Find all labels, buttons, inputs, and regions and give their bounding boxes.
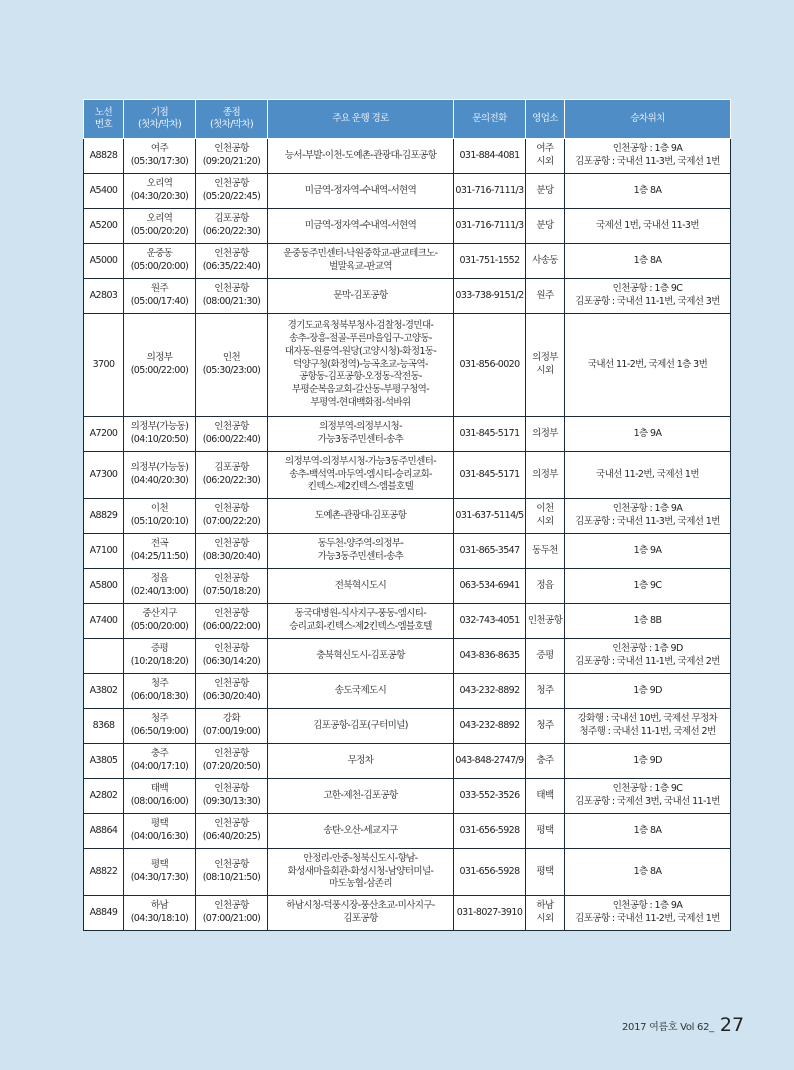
boarding-location-cell: 인천공항 : 1층 9D 김포공항 : 국내선 11-1번, 국제선 2번 <box>565 639 731 674</box>
boarding-location-cell: 1층 8A <box>565 849 731 896</box>
destination-cell: 인천공항 (09:30/13:30) <box>196 779 268 814</box>
table-row <box>84 896 731 931</box>
destination-cell: 인천공항 (08:00/21:30) <box>196 279 268 314</box>
phone-cell: 043-232-8892 <box>454 709 526 744</box>
destination-cell: 인천공항 (06:30/14:20) <box>196 639 268 674</box>
destination-cell: 인천공항 (05:20/22:45) <box>196 174 268 209</box>
origin-cell: 청주 (06:50/19:00) <box>124 709 196 744</box>
boarding-location-cell: 1층 9D <box>565 744 731 779</box>
table-row <box>84 314 731 417</box>
route-path-cell: 문막-김포공항 <box>268 279 454 314</box>
route-number-cell: A5400 <box>84 174 124 209</box>
table-row <box>84 849 731 896</box>
header-destination: 종점 (첫차/막차) <box>196 100 268 139</box>
destination-cell: 인천공항 (06:35/22:40) <box>196 244 268 279</box>
route-path-cell: 능서-부발-이천-도예촌-관광대-김포공항 <box>268 139 454 174</box>
header-phone: 문의전화 <box>454 100 526 139</box>
office-cell: 의정부 <box>526 417 565 452</box>
table-row <box>84 709 731 744</box>
route-number-cell: A2802 <box>84 779 124 814</box>
origin-cell: 평택 (04:30/17:30) <box>124 849 196 896</box>
origin-cell: 오리역 (04:30/20:30) <box>124 174 196 209</box>
boarding-location-cell: 강화행 : 국내선 10번, 국제선 무정차 청주행 : 국내선 11-1번, 국제선 2번 <box>565 709 731 744</box>
phone-cell: 031-637-5114/5 <box>454 499 526 534</box>
route-path-cell: 운중동주민센터-낙원중학교-판교테크노- 벌말육교-판교역 <box>268 244 454 279</box>
page-number: 27 <box>719 1014 745 1036</box>
route-path-cell: 미금역-정자역-수내역-서현역 <box>268 174 454 209</box>
boarding-location-cell: 1층 8A <box>565 244 731 279</box>
boarding-location-cell: 1층 9A <box>565 534 731 569</box>
office-cell: 충주 <box>526 744 565 779</box>
origin-cell: 운중동 (05:00/20:00) <box>124 244 196 279</box>
office-cell: 사송동 <box>526 244 565 279</box>
destination-cell: 인천 (05:30/23:00) <box>196 314 268 417</box>
route-path-cell: 도예촌-관광대-김포공항 <box>268 499 454 534</box>
phone-cell: 031-716-7111/3 <box>454 209 526 244</box>
phone-cell: 031-716-7111/3 <box>454 174 526 209</box>
origin-cell: 태백 (08:00/16:00) <box>124 779 196 814</box>
boarding-location-cell: 인천공항 : 1층 9A 김포공항 : 국내선 11-2번, 국제선 1번 <box>565 896 731 931</box>
phone-cell: 033-738-9151/2 <box>454 279 526 314</box>
destination-cell: 인천공항 (06:00/22:00) <box>196 604 268 639</box>
route-path-cell: 동두천-양주역-의정부- 가능3동주민센터-송추 <box>268 534 454 569</box>
route-number-cell: A7200 <box>84 417 124 452</box>
phone-cell: 043-836-8635 <box>454 639 526 674</box>
airport-bus-route-table <box>83 99 731 931</box>
table-header-row <box>84 100 731 139</box>
boarding-location-cell: 1층 8A <box>565 174 731 209</box>
boarding-location-cell: 인천공항 : 1층 9A 김포공항 : 국내선 11-3번, 국제선 1번 <box>565 139 731 174</box>
phone-cell: 031-884-4081 <box>454 139 526 174</box>
phone-cell: 031-751-1552 <box>454 244 526 279</box>
route-path-cell: 안정리-안중-청북신도시-향남- 화성새마을회관-화성시청-남양터미널- 마도농협-삼존리 <box>268 849 454 896</box>
phone-cell: 031-856-0020 <box>454 314 526 417</box>
office-cell: 의정부 <box>526 452 565 499</box>
header-route-number: 노선 번호 <box>84 100 124 139</box>
boarding-location-cell: 국내선 11-2번, 국제선 1층 3번 <box>565 314 731 417</box>
table-row <box>84 452 731 499</box>
origin-cell: 이천 (05:10/20:10) <box>124 499 196 534</box>
route-path-cell: 경기도교육청북부청사-검찰청-경민대- 송추-장흥-절골-푸른마을입구-고양동- 대자동-원릉역-원당(고양시청)-화정1동- 덕양구청(화정역)-능곡초교-능곡역- 공항동-김포공항-오정동-작전동- 부평순복음교회-갈산동-부평구청역- 부평역-현대백화점-석바위 <box>268 314 454 417</box>
boarding-location-cell: 1층 9D <box>565 674 731 709</box>
office-cell: 인천공항 <box>526 604 565 639</box>
boarding-location-cell: 1층 8B <box>565 604 731 639</box>
table-row <box>84 209 731 244</box>
boarding-location-cell: 인천공항 : 1층 9C 김포공항 : 국제선 3번, 국내선 11-1번 <box>565 779 731 814</box>
office-cell: 청주 <box>526 674 565 709</box>
office-cell: 이천 시외 <box>526 499 565 534</box>
phone-cell: 032-743-4051 <box>454 604 526 639</box>
route-number-cell: A3802 <box>84 674 124 709</box>
office-cell: 정읍 <box>526 569 565 604</box>
destination-cell: 인천공항 (08:30/20:40) <box>196 534 268 569</box>
origin-cell: 의정부(가능동) (04:10/20:50) <box>124 417 196 452</box>
issue-label: 2017 여름호 Vol 62_ <box>622 1022 714 1033</box>
route-path-cell: 송탄-오산-세교지구 <box>268 814 454 849</box>
table-row <box>84 417 731 452</box>
phone-cell: 063-534-6941 <box>454 569 526 604</box>
route-path-cell: 전북혁시도시 <box>268 569 454 604</box>
route-path-cell: 고한-제천-김포공항 <box>268 779 454 814</box>
route-number-cell: A7300 <box>84 452 124 499</box>
route-number-cell: A5000 <box>84 244 124 279</box>
table-row <box>84 744 731 779</box>
boarding-location-cell: 국내선 11-2번, 국제선 1번 <box>565 452 731 499</box>
destination-cell: 강화 (07:00/19:00) <box>196 709 268 744</box>
route-number-cell: A3805 <box>84 744 124 779</box>
destination-cell: 인천공항 (06:40/20:25) <box>196 814 268 849</box>
boarding-location-cell: 인천공항 : 1층 9C 김포공항 : 국내선 11-1번, 국제선 3번 <box>565 279 731 314</box>
phone-cell: 031-845-5171 <box>454 417 526 452</box>
route-path-cell: 동국대병원-식사지구-풍동-엠시티- 승리교회-킨텍스-제2킨텍스-엠블호텔 <box>268 604 454 639</box>
route-path-cell: 하남시청-덕풍시장-풍산초교-미사지구- 김포공항 <box>268 896 454 931</box>
destination-cell: 인천공항 (07:50/18:20) <box>196 569 268 604</box>
header-office: 영업소 <box>526 100 565 139</box>
table-row <box>84 534 731 569</box>
origin-cell: 의정부 (05:00/22:00) <box>124 314 196 417</box>
phone-cell: 031-656-5928 <box>454 814 526 849</box>
boarding-location-cell: 1층 9C <box>565 569 731 604</box>
header-main-route: 주요 운행 경로 <box>268 100 454 139</box>
route-number-cell: A7400 <box>84 604 124 639</box>
boarding-location-cell: 1층 9A <box>565 417 731 452</box>
route-number-cell: A2803 <box>84 279 124 314</box>
table-row <box>84 639 731 674</box>
route-path-cell: 의정부역-의정부시청-가능3동주민센터- 송추-백석역-마두역-엠시티-승리교회- 킨텍스-제2킨텍스-엠블호텔 <box>268 452 454 499</box>
destination-cell: 인천공항 (07:20/20:50) <box>196 744 268 779</box>
office-cell: 하남 시외 <box>526 896 565 931</box>
destination-cell: 인천공항 (07:00/21:00) <box>196 896 268 931</box>
origin-cell: 정읍 (02:40/13:00) <box>124 569 196 604</box>
office-cell: 원주 <box>526 279 565 314</box>
office-cell: 여주 시외 <box>526 139 565 174</box>
origin-cell: 중산지구 (05:00/20:00) <box>124 604 196 639</box>
table-row <box>84 569 731 604</box>
origin-cell: 오리역 (05:00/20:20) <box>124 209 196 244</box>
table-row <box>84 279 731 314</box>
origin-cell: 청주 (06:00/18:30) <box>124 674 196 709</box>
table-row <box>84 174 731 209</box>
route-path-cell: 무정차 <box>268 744 454 779</box>
boarding-location-cell: 국제선 1번, 국내선 11-3번 <box>565 209 731 244</box>
boarding-location-cell: 인천공항 : 1층 9A 김포공항 : 국내선 11-3번, 국제선 1번 <box>565 499 731 534</box>
route-number-cell: A8828 <box>84 139 124 174</box>
table-row <box>84 604 731 639</box>
header-boarding-location: 승차위치 <box>565 100 731 139</box>
route-path-cell: 의정부역-의정부시청- 가능3동주민센터-송추 <box>268 417 454 452</box>
office-cell: 증평 <box>526 639 565 674</box>
table-row <box>84 814 731 849</box>
route-path-cell: 송도국제도시 <box>268 674 454 709</box>
route-number-cell: 3700 <box>84 314 124 417</box>
table-row <box>84 499 731 534</box>
route-number-cell: A8822 <box>84 849 124 896</box>
destination-cell: 인천공항 (07:00/22:20) <box>196 499 268 534</box>
table-row <box>84 244 731 279</box>
route-number-cell: A7100 <box>84 534 124 569</box>
route-number-cell: A5200 <box>84 209 124 244</box>
office-cell: 분당 <box>526 209 565 244</box>
table-row <box>84 779 731 814</box>
phone-cell: 031-865-3547 <box>454 534 526 569</box>
destination-cell: 김포공항 (06:20/22:30) <box>196 209 268 244</box>
origin-cell: 평택 (04:00/16:30) <box>124 814 196 849</box>
header-origin: 기점 (첫차/막차) <box>124 100 196 139</box>
page-footer <box>622 1014 744 1036</box>
destination-cell: 인천공항 (09:20/21:20) <box>196 139 268 174</box>
office-cell: 의정부 시외 <box>526 314 565 417</box>
route-number-cell: A8849 <box>84 896 124 931</box>
destination-cell: 인천공항 (06:30/20:40) <box>196 674 268 709</box>
table-body <box>84 139 731 931</box>
route-number-cell: A8864 <box>84 814 124 849</box>
office-cell: 동두천 <box>526 534 565 569</box>
office-cell: 평택 <box>526 814 565 849</box>
route-path-cell: 미금역-정자역-수내역-서현역 <box>268 209 454 244</box>
office-cell: 분당 <box>526 174 565 209</box>
phone-cell: 043-848-2747/9 <box>454 744 526 779</box>
destination-cell: 인천공항 (08:10/21:50) <box>196 849 268 896</box>
phone-cell: 033-552-3526 <box>454 779 526 814</box>
origin-cell: 의정부(가능동) (04:40/20:30) <box>124 452 196 499</box>
origin-cell: 충주 (04:00/17:10) <box>124 744 196 779</box>
origin-cell: 하남 (04:30/18:10) <box>124 896 196 931</box>
phone-cell: 043-232-8892 <box>454 674 526 709</box>
route-path-cell: 충북혁신도시-김포공항 <box>268 639 454 674</box>
origin-cell: 여주 (05:30/17:30) <box>124 139 196 174</box>
office-cell: 평택 <box>526 849 565 896</box>
phone-cell: 031-656-5928 <box>454 849 526 896</box>
origin-cell: 전곡 (04:25/11:50) <box>124 534 196 569</box>
destination-cell: 김포공항 (06:20/22:30) <box>196 452 268 499</box>
route-path-cell: 김포공항-김포(구터미널) <box>268 709 454 744</box>
office-cell: 청주 <box>526 709 565 744</box>
phone-cell: 031-845-5171 <box>454 452 526 499</box>
boarding-location-cell: 1층 8A <box>565 814 731 849</box>
office-cell: 태백 <box>526 779 565 814</box>
table-row <box>84 674 731 709</box>
phone-cell: 031-8027-3910 <box>454 896 526 931</box>
destination-cell: 인천공항 (06:00/22:40) <box>196 417 268 452</box>
route-number-cell: A5800 <box>84 569 124 604</box>
route-number-cell <box>84 639 124 674</box>
route-number-cell: 8368 <box>84 709 124 744</box>
origin-cell: 증평 (10:20/18:20) <box>124 639 196 674</box>
origin-cell: 원주 (05:00/17:40) <box>124 279 196 314</box>
table-row <box>84 139 731 174</box>
route-number-cell: A8829 <box>84 499 124 534</box>
